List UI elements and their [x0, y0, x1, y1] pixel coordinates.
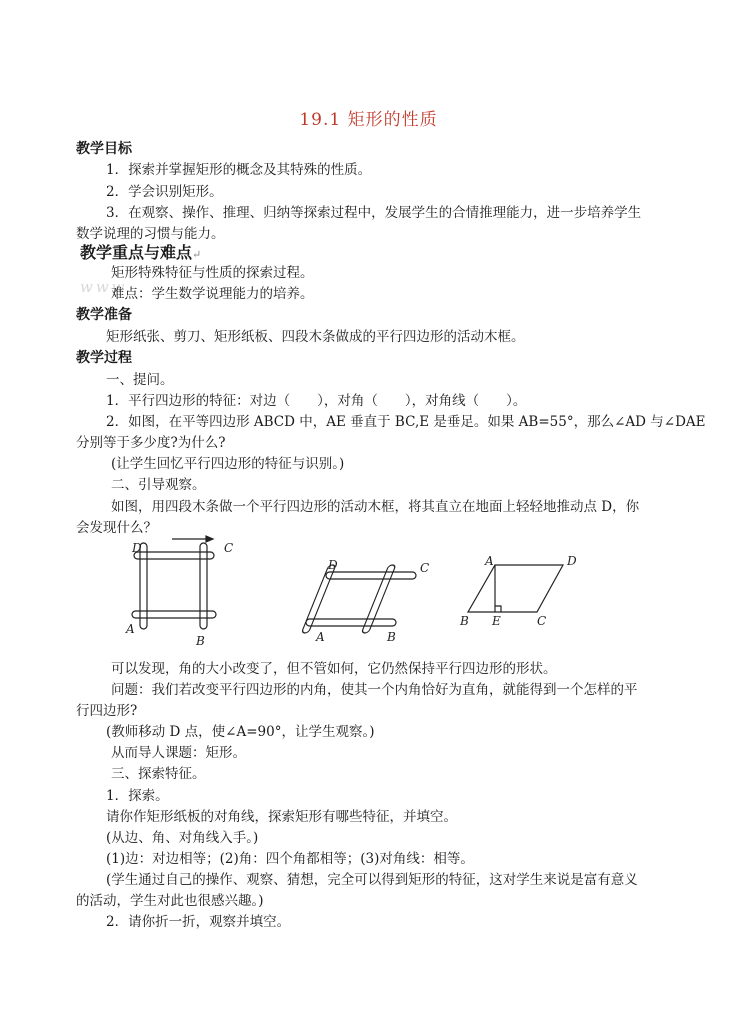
fig1-label-A: A [126, 622, 135, 636]
goal-1: 1．探索并掌握矩形的概念及其特殊的性质。 [106, 162, 372, 178]
key-points-heading [80, 244, 201, 264]
prep-text: 矩形纸张、剪刀、矩形纸板、四段木条做成的平行四边形的活动木框。 [106, 329, 525, 345]
process-line-10: 问题：我们若改变平行四边形的内角，使其一个内角恰好为直角，就能得到一个怎样的平 [111, 682, 638, 698]
process-line-21: 2．请你折一折，观察并填空。 [106, 914, 291, 930]
goal-2: 2．学会识别矩形。 [106, 184, 223, 200]
process-line-11: 行四边形? [76, 703, 138, 719]
fig3-label-D: D [567, 554, 577, 568]
page-title: 19.1 矩形的性质 [299, 110, 438, 130]
process-line-16: 请你作矩形纸板的对角线，探索矩形有哪些特征，并填空。 [106, 809, 457, 825]
key-points-heading-text: 教学重点与难点 [80, 243, 193, 262]
fig2-label-B: B [387, 630, 396, 644]
goal-3-line-1: 3．在观察、操作、推理、归纳等探索过程中，发展学生的合情推理能力，进一步培养学生 [106, 205, 642, 221]
figure-3-parallelogram-abcd [468, 565, 563, 612]
process-line-6: 二、引导观察。 [111, 477, 206, 493]
process-line-4: 分别等于多少度?为什么? [76, 435, 226, 451]
process-line-2: 1．平行四边形的特征：对边（ ），对角（ ），对角线（ ）。 [106, 393, 527, 409]
fig2-label-C: C [420, 561, 430, 575]
key-point-2: 难点：学生数学说理能力的培养。 [111, 286, 314, 302]
process-line-13: 从而导人课题：矩形。 [111, 745, 246, 761]
fig2-label-A: A [316, 630, 325, 644]
fig3-label-E: E [492, 614, 501, 628]
fig1-label-B: B [196, 634, 205, 648]
watermark: www. [80, 278, 134, 296]
figure-2-pushed-frame [301, 565, 416, 633]
fig1-label-D: D [132, 541, 142, 555]
fig3-label-C: C [537, 614, 547, 628]
figure-1-wooden-frame [132, 536, 216, 629]
process-line-1: 一、提问。 [106, 372, 174, 388]
process-heading: 教学过程 [76, 350, 132, 366]
return-mark: ↵ [192, 248, 202, 261]
process-line-15: 1．探索。 [106, 788, 169, 804]
fig3-label-A: A [485, 554, 494, 568]
fig3-label-B: B [460, 614, 469, 628]
fig1-label-C: C [224, 541, 234, 555]
process-line-3: 2．如图，在平等四边形 ABCD 中，AE 垂直于 BC,E 是垂足。如果 AB=55°，那么∠AD 与∠DAE [106, 414, 706, 430]
parallelogram-figures [110, 535, 600, 655]
process-line-19: (学生通过自己的操作、观察、猜想，完全可以得到矩形的特征，这对学生来说是富有意义 [106, 872, 638, 888]
process-line-5: (让学生回忆平行四边形的特征与识别。) [111, 456, 345, 472]
key-point-1: 矩形特殊特征与性质的探索过程。 [111, 265, 314, 281]
process-line-17: (从边、角、对角线入手。) [106, 830, 259, 846]
process-line-12: (教师移动 D 点，使∠A=90°，让学生观察。) [106, 724, 375, 740]
process-line-9: 可以发现，角的大小改变了，但不管如何，它仍然保持平行四边形的形状。 [111, 661, 557, 677]
process-line-8: 会发现什么？ [76, 520, 157, 536]
goals-heading: 教学目标 [76, 141, 132, 157]
process-line-7: 如图，用四段木条做一个平行四边形的活动木框，将其直立在地面上轻轻地推动点 D，你 [111, 499, 640, 515]
fig2-label-D: D [328, 558, 338, 572]
process-line-18: (1)边：对边相等；(2)角：四个角都相等；(3)对角线：相等。 [106, 851, 474, 867]
process-line-20: 的活动，学生对此也很感兴趣。) [76, 893, 264, 909]
goal-3-line-2: 数学说理的习惯与能力。 [76, 226, 225, 242]
prep-heading: 教学准备 [76, 307, 132, 323]
process-line-14: 三、探索特征。 [111, 766, 206, 782]
